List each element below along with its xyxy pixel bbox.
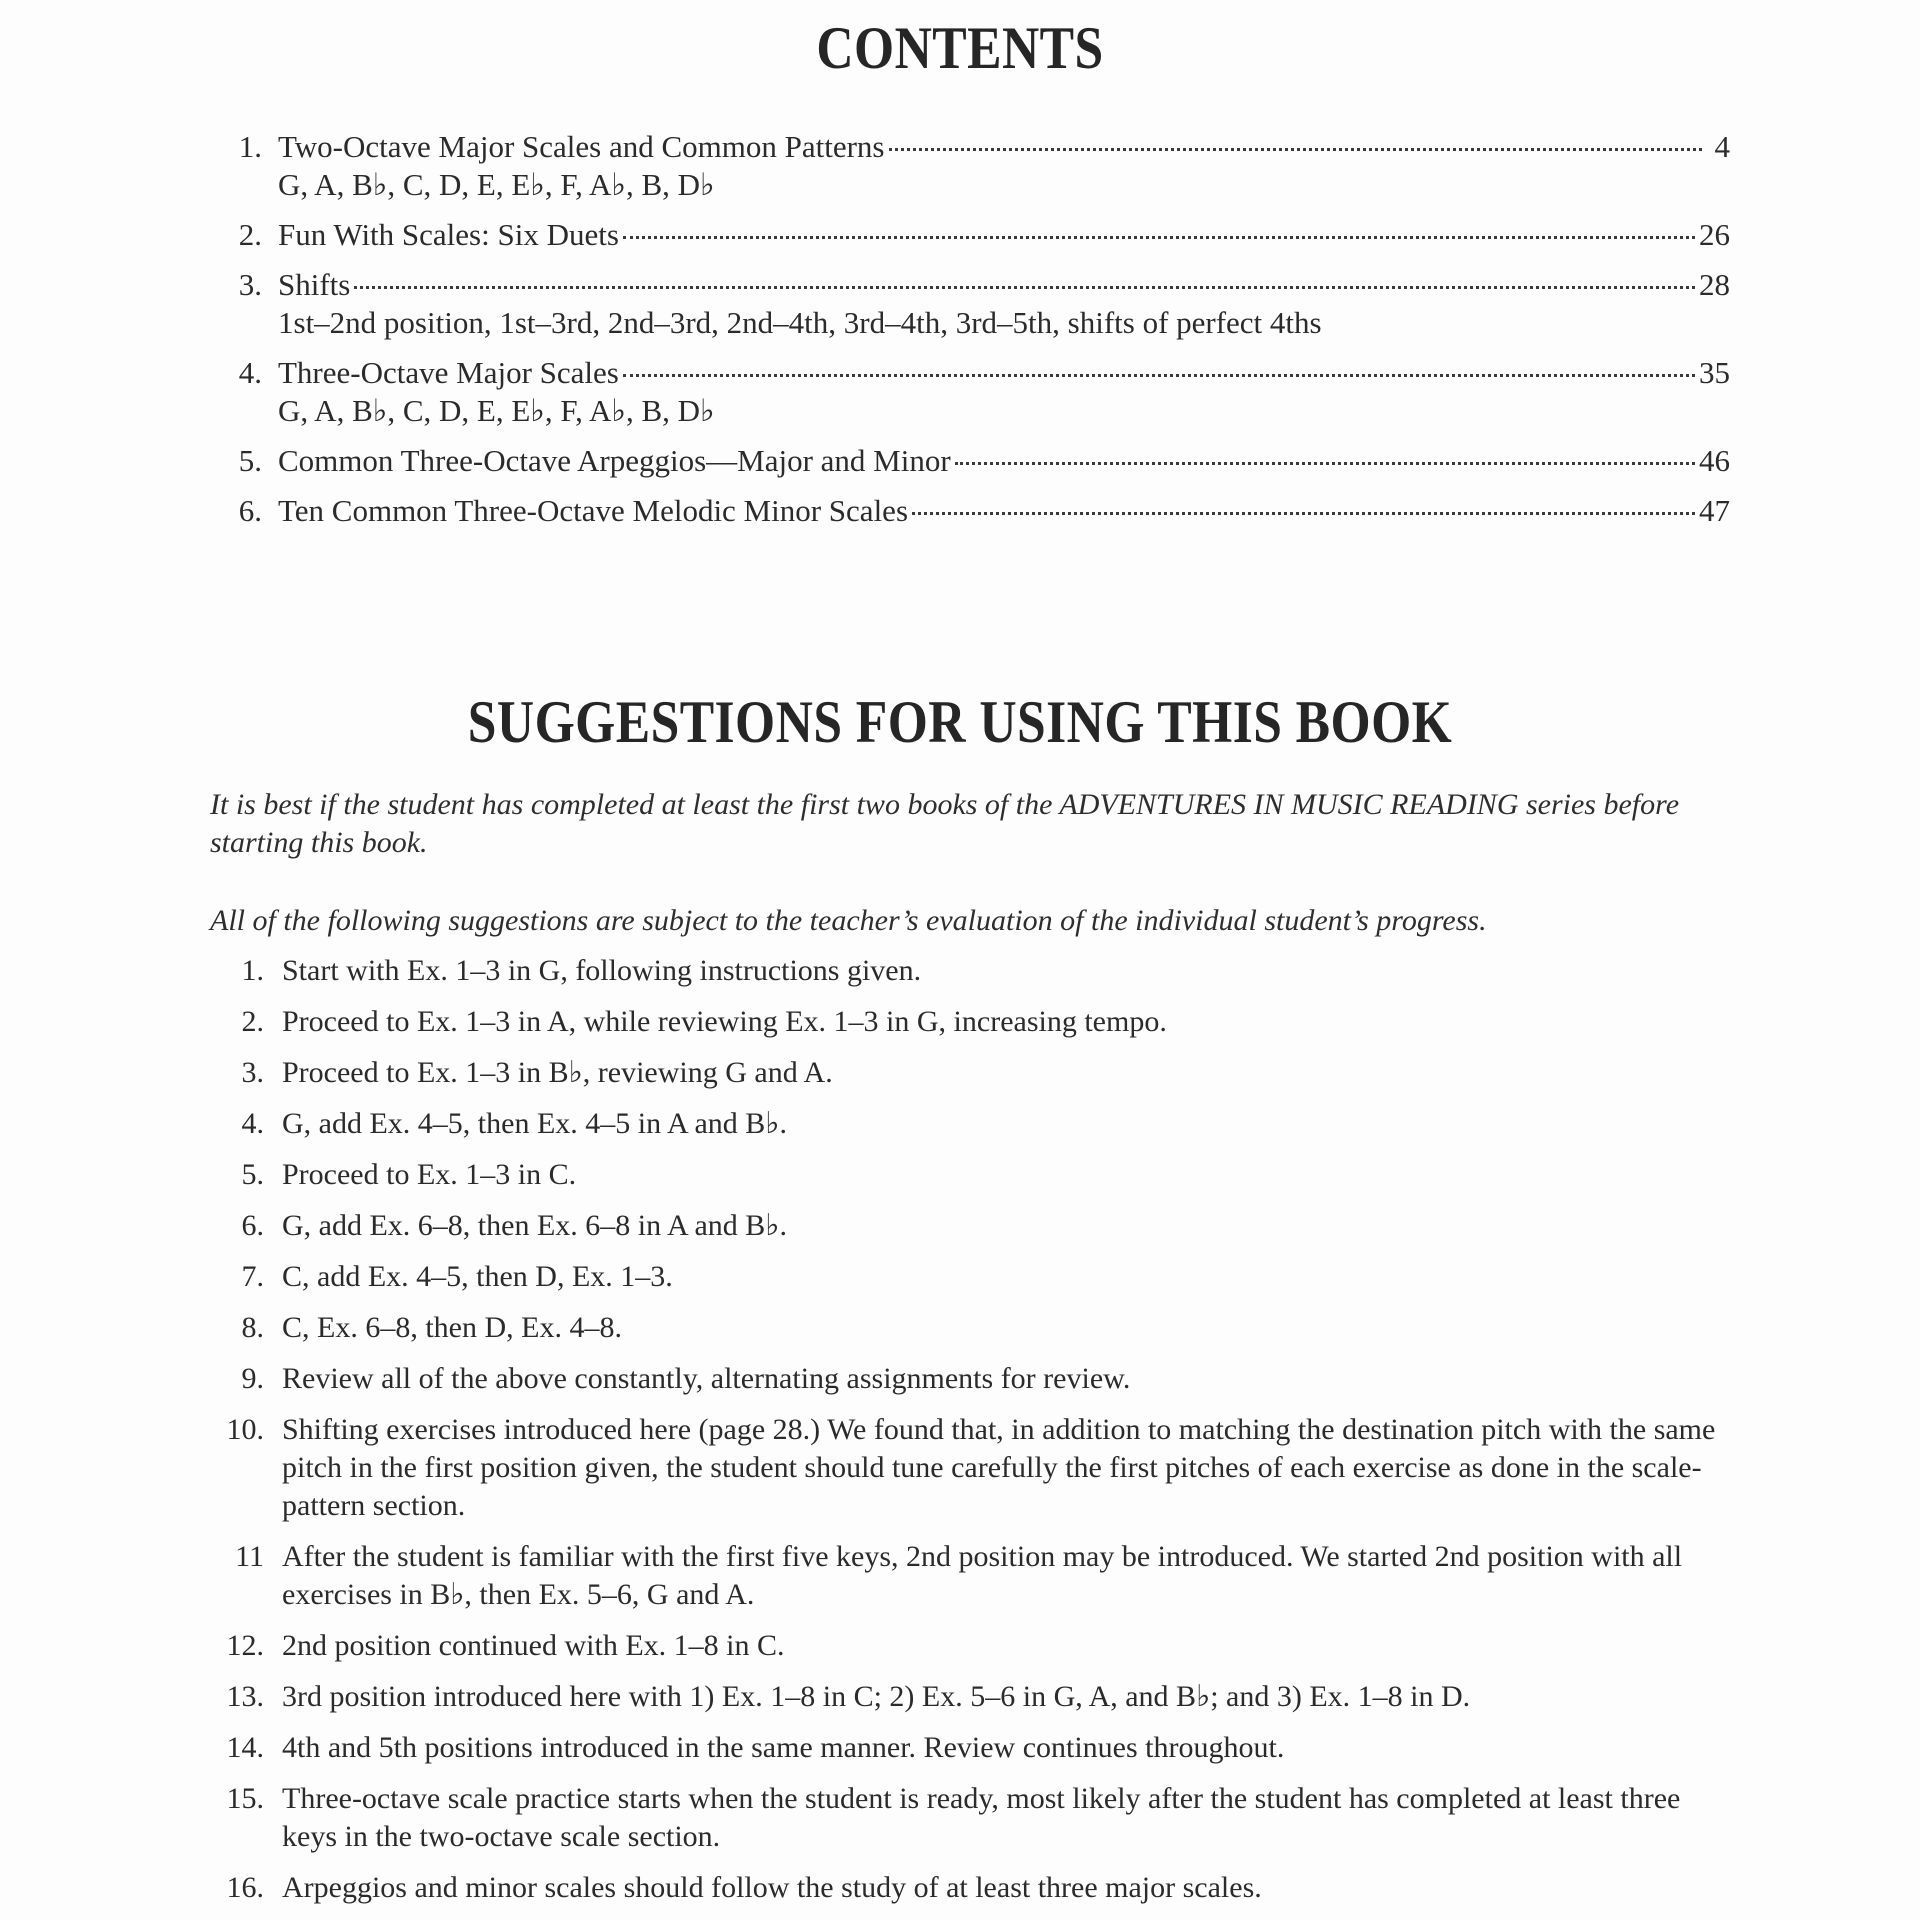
- list-item-text: C, Ex. 6–8, then D, Ex. 4–8.: [282, 1311, 622, 1344]
- toc-entry: [206, 492, 1730, 530]
- list-item-number: 7.: [241, 1260, 264, 1293]
- toc-entry-number: 1.: [238, 129, 262, 164]
- toc-entry: [206, 442, 1730, 480]
- toc-entry-page: 26: [1699, 217, 1730, 252]
- list-item-number: 2.: [241, 1005, 264, 1038]
- toc-entry: [206, 354, 1730, 430]
- list-item-number: 10.: [226, 1413, 264, 1446]
- list-item-number: 14.: [226, 1731, 264, 1764]
- list-item-number: 12.: [226, 1629, 264, 1662]
- dot-leader: [623, 374, 1695, 377]
- list-item-text: Three-octave scale practice starts when the student is ready, most likely after the student has completed at least three keys in the two-octave scale section.: [282, 1782, 1681, 1853]
- toc-entry-subtitle: G, A, B♭, C, D, E, E♭, F, A♭, B, D♭: [278, 393, 715, 428]
- list-item: [210, 1003, 1734, 1041]
- list-item-number: 5.: [241, 1158, 264, 1191]
- list-item-number: 16.: [226, 1871, 264, 1904]
- toc-entry-title: Common Three-Octave Arpeggios—Major and Minor: [278, 443, 951, 478]
- list-item-text: Proceed to Ex. 1–3 in A, while reviewing Ex. 1–3 in G, increasing tempo.: [282, 1005, 1167, 1038]
- list-item: [210, 1156, 1734, 1194]
- toc-entry-number: 4.: [238, 355, 262, 390]
- dot-leader: [354, 286, 1695, 289]
- toc-entry-title: Fun With Scales: Six Duets: [278, 217, 619, 252]
- list-item-text: G, add Ex. 4–5, then Ex. 4–5 in A and B♭.: [282, 1107, 787, 1140]
- toc-entry-subtitle: 1st–2nd position, 1st–3rd, 2nd–3rd, 2nd–4th, 3rd–4th, 3rd–5th, shifts of perfect 4ths: [278, 305, 1322, 340]
- toc-entry-number: 5.: [238, 443, 262, 478]
- toc-entry-page: 28: [1699, 267, 1730, 302]
- list-item-number: 9.: [241, 1362, 264, 1395]
- list-item: [210, 1360, 1734, 1398]
- list-item: [210, 1309, 1734, 1347]
- intro-paragraph: It is best if the student has completed at least the first two books of the ADVENTURES IN MUSIC READING series before starting this book.: [210, 788, 1680, 859]
- contents-heading: CONTENTS: [816, 15, 1104, 81]
- list-item-number: 3.: [241, 1056, 264, 1089]
- list-item: [210, 1780, 1734, 1856]
- list-item: [210, 1678, 1734, 1716]
- toc-entry-title: Two-Octave Major Scales and Common Patterns: [278, 129, 885, 164]
- list-item: [210, 952, 1734, 990]
- list-item-text: G, add Ex. 6–8, then Ex. 6–8 in A and B♭.: [282, 1209, 787, 1242]
- list-item-text: C, add Ex. 4–5, then D, Ex. 1–3.: [282, 1260, 673, 1293]
- dot-leader: [889, 148, 1703, 151]
- toc-entry-page: 35: [1699, 355, 1730, 390]
- list-item-number: 13.: [226, 1680, 264, 1713]
- toc-entry-number: 3.: [238, 267, 262, 302]
- toc-entry-number: 2.: [238, 217, 262, 252]
- suggestions-heading: SUGGESTIONS FOR USING THIS BOOK: [467, 689, 1453, 755]
- list-item-text: Arpeggios and minor scales should follow the study of at least three major scales.: [282, 1871, 1262, 1904]
- list-item-number: 6.: [241, 1209, 264, 1242]
- list-item-text: Start with Ex. 1–3 in G, following instructions given.: [282, 954, 922, 987]
- list-item: [210, 1207, 1734, 1245]
- toc-entry-subtitle: G, A, B♭, C, D, E, E♭, F, A♭, B, D♭: [278, 167, 715, 202]
- list-item-text: Shifting exercises introduced here (page 28.) We found that, in addition to matching the destination pitch with the same pitch in the first position given, the student should tune carefully the first pitches of each exercise as done in the scale-pattern section.: [282, 1413, 1716, 1522]
- list-item: [210, 1054, 1734, 1092]
- list-item: [210, 1538, 1734, 1614]
- list-item-text: Review all of the above constantly, alternating assignments for review.: [282, 1362, 1131, 1395]
- toc-entry-title: Ten Common Three-Octave Melodic Minor Scales: [278, 493, 909, 528]
- toc-entry-page: 47: [1699, 493, 1730, 528]
- list-item-number: 4.: [241, 1107, 264, 1140]
- list-item-text: After the student is familiar with the first five keys, 2nd position may be introduced. We started 2nd position with all exercises in B♭, then Ex. 5–6, G and A.: [282, 1540, 1683, 1611]
- suggestions-list: [210, 952, 1734, 1920]
- list-item: [210, 1411, 1734, 1525]
- toc-entry-title: Three-Octave Major Scales: [278, 355, 619, 390]
- list-item-number: 11: [235, 1540, 264, 1573]
- list-item: [210, 1729, 1734, 1767]
- list-item-text: 4th and 5th positions introduced in the same manner. Review continues throughout.: [282, 1731, 1285, 1764]
- list-item-number: 15.: [226, 1782, 264, 1815]
- dot-leader: [955, 462, 1695, 465]
- list-item: [210, 1627, 1734, 1665]
- list-item: [210, 1105, 1734, 1143]
- list-item: [210, 1869, 1734, 1907]
- toc-entry: [206, 216, 1730, 254]
- evaluation-note: All of the following suggestions are subject to the teacher’s evaluation of the individual student’s progress.: [210, 904, 1487, 937]
- list-item-text: Proceed to Ex. 1–3 in C.: [282, 1158, 577, 1191]
- toc-entry-title: Shifts: [278, 267, 351, 302]
- table-of-contents: [206, 128, 1730, 542]
- toc-entry-page: 46: [1699, 443, 1730, 478]
- toc-entry-page: 4: [1714, 129, 1730, 164]
- list-item: [210, 1258, 1734, 1296]
- list-item-number: 8.: [241, 1311, 264, 1344]
- list-item-text: Proceed to Ex. 1–3 in B♭, reviewing G and A.: [282, 1056, 833, 1089]
- toc-entry-number: 6.: [238, 493, 262, 528]
- dot-leader: [912, 512, 1695, 515]
- list-item-number: 1.: [241, 954, 264, 987]
- toc-entry: [206, 266, 1730, 342]
- list-item-text: 3rd position introduced here with 1) Ex. 1–8 in C; 2) Ex. 5–6 in G, A, and B♭; and 3) Ex. 1–8 in D.: [282, 1680, 1471, 1713]
- list-item-text: 2nd position continued with Ex. 1–8 in C.: [282, 1629, 785, 1662]
- toc-entry: [206, 128, 1730, 204]
- dot-leader: [623, 236, 1695, 239]
